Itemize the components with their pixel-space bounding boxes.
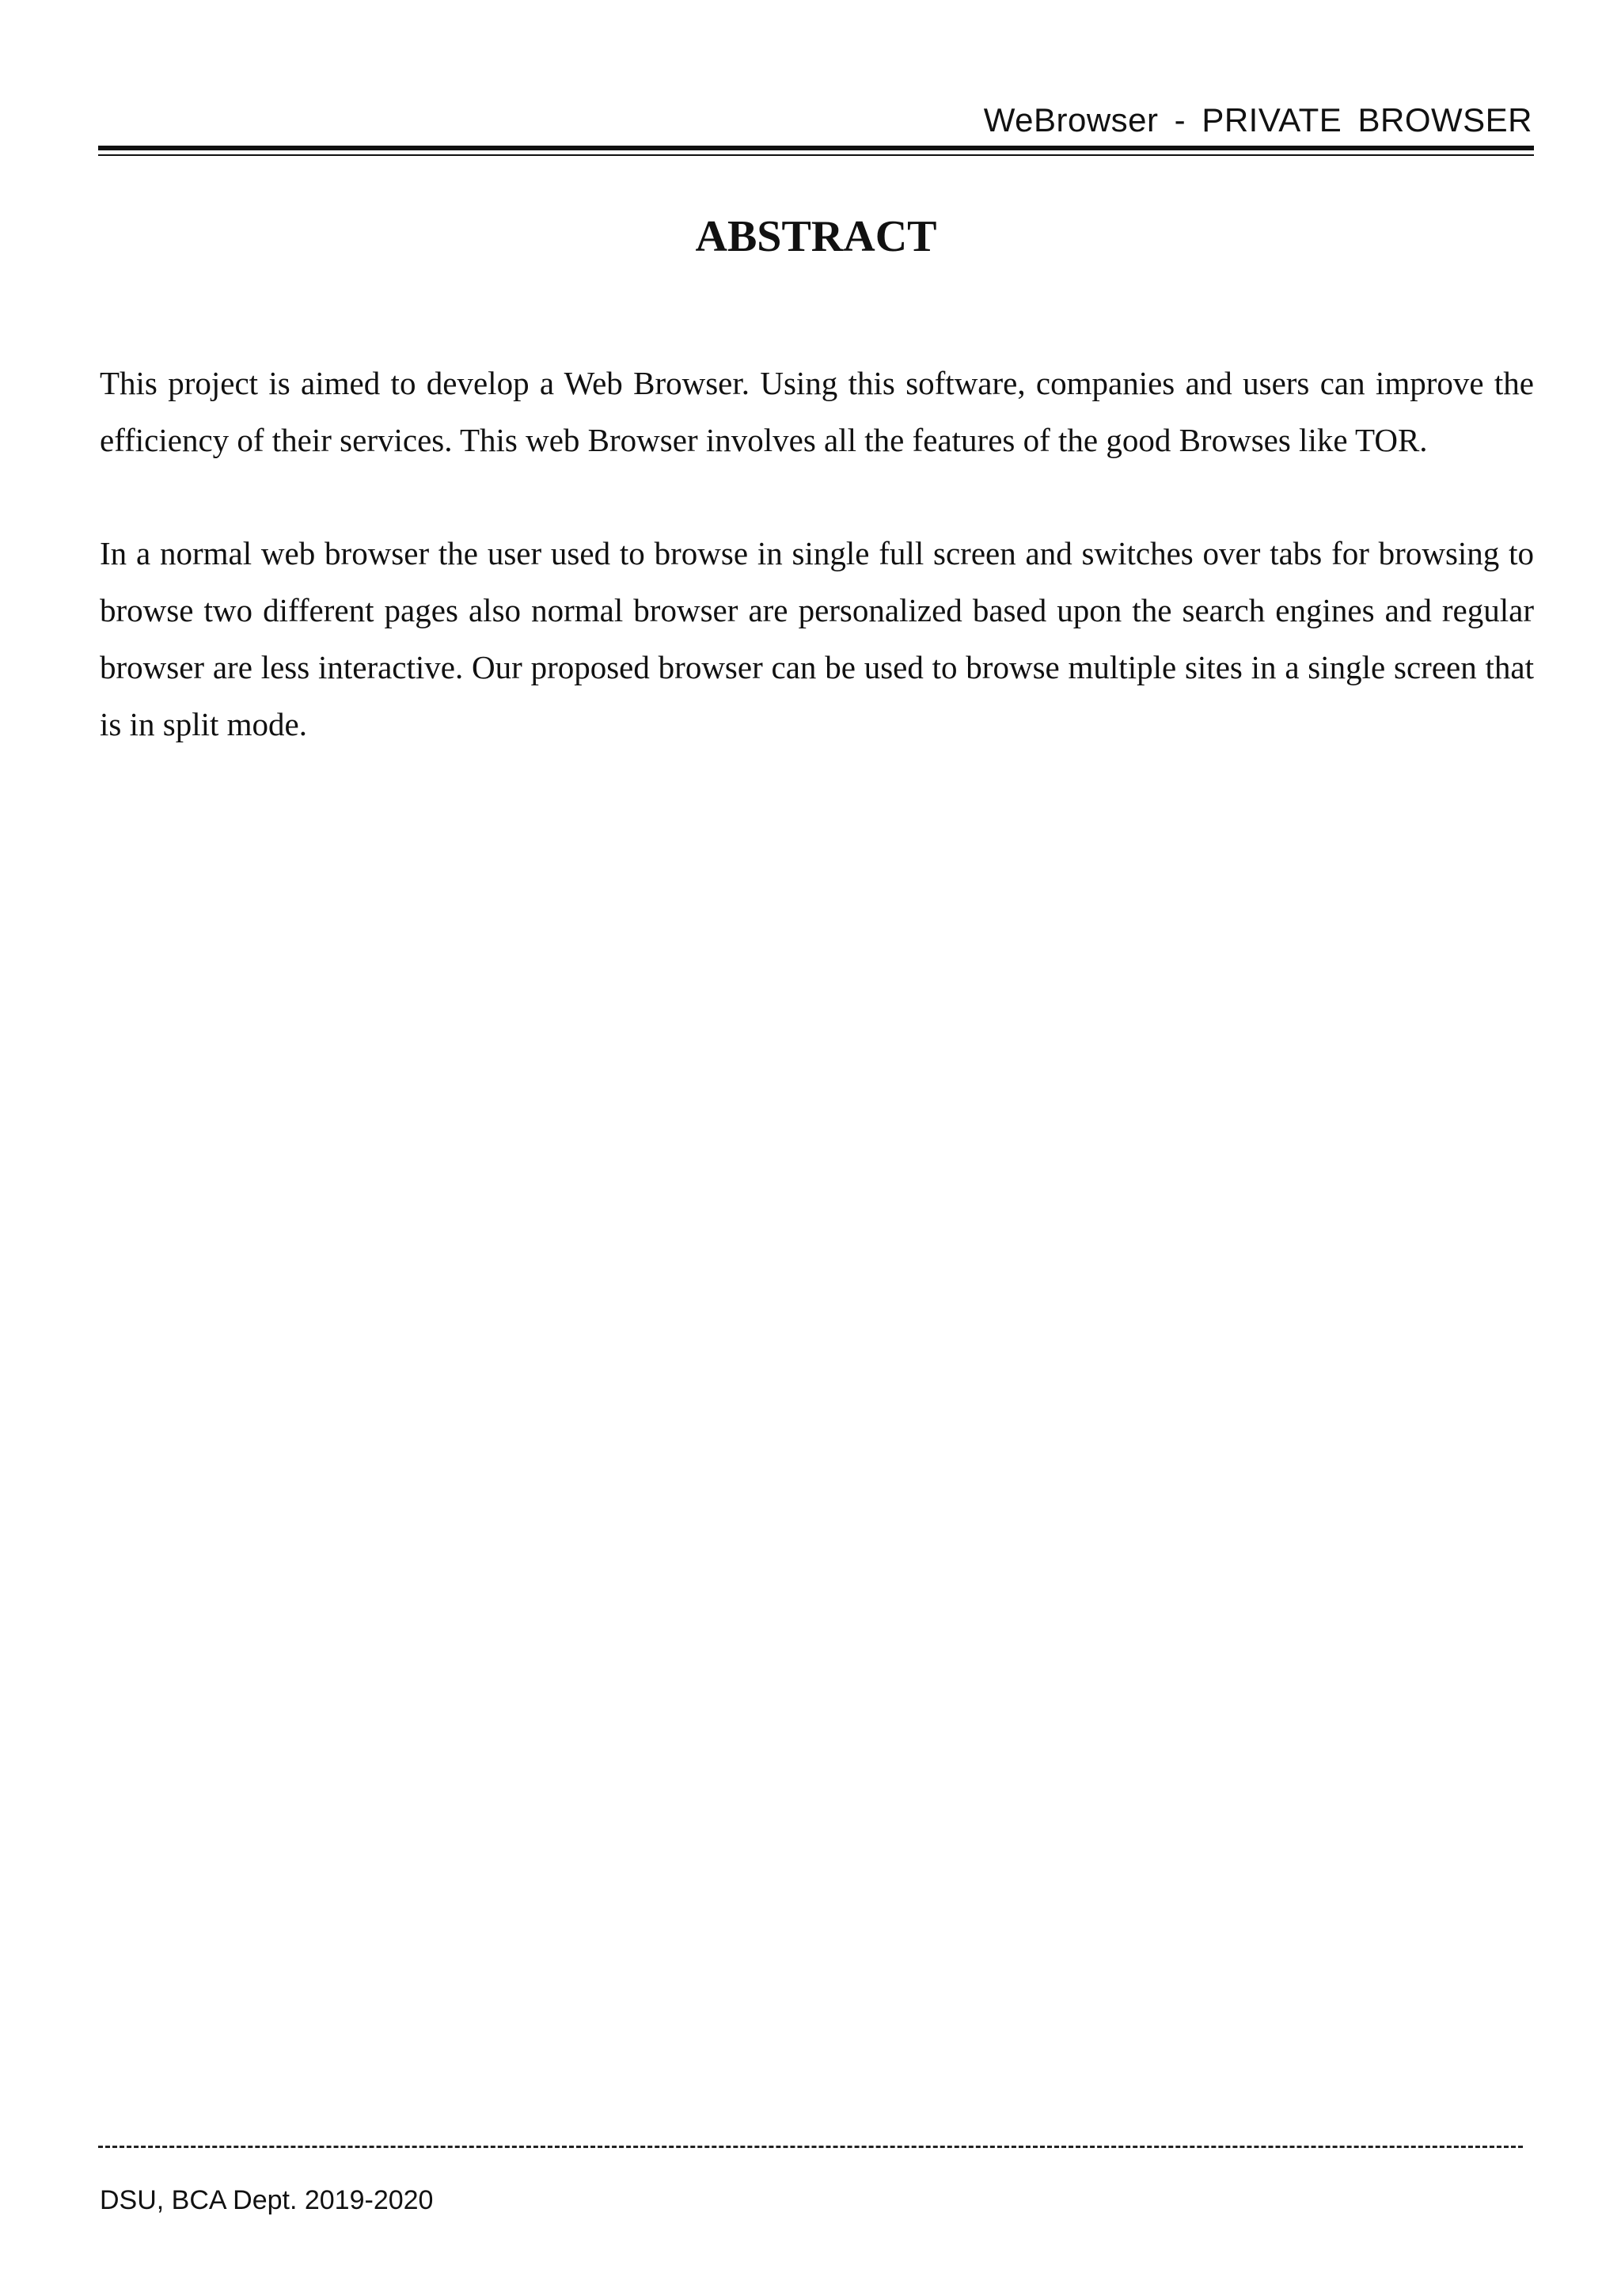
header-rule-thin (98, 154, 1534, 156)
header-rule-thick (98, 146, 1534, 150)
footer-divider (98, 2146, 1523, 2148)
page-title: ABSTRACT (695, 212, 937, 261)
running-header: WeBrowser - PRIVATE BROWSER (983, 101, 1532, 139)
abstract-paragraph-2: In a normal web browser the user used to browse in single full screen and switches over tabs for browsing to browse two different pages also normal browser are personalized based upon the search engines and regular browser are less interactive. Our proposed browser can be used to browse multiple sites in a single screen that is in split mode. (100, 535, 1534, 742)
abstract-paragraph-1: This project is aimed to develop a Web Browser. Using this software, companies and users can improve the efficiency of their services. This web Browser involves all the features of the good Browses like TOR. (100, 365, 1534, 458)
footer-department: DSU, BCA Dept. 2019-2020 (100, 2185, 434, 2215)
